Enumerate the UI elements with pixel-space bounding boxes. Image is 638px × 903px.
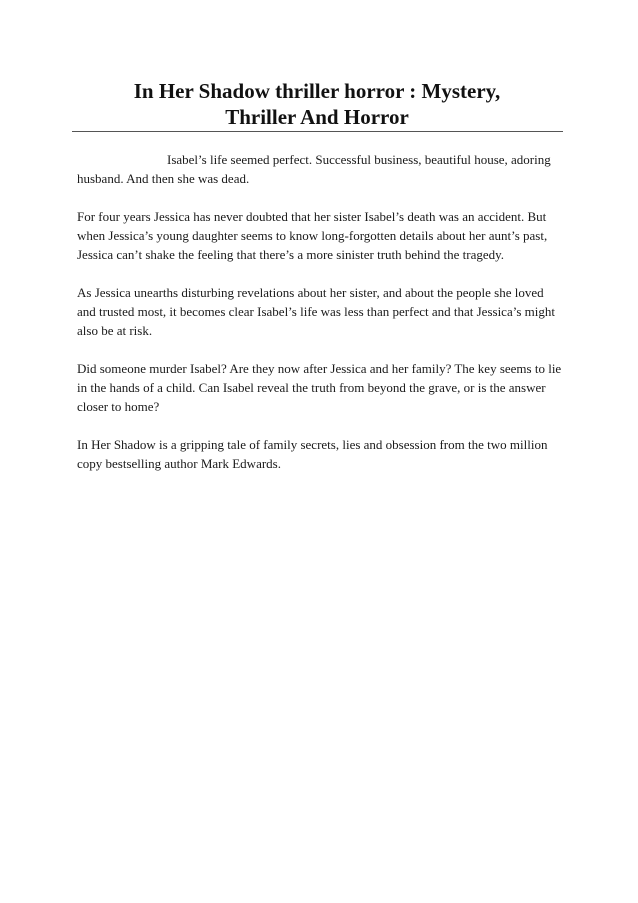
document-body [77, 150, 562, 492]
title-divider [72, 131, 563, 132]
paragraph-1: Isabel’s life seemed perfect. Successful business, beautiful house, adoring husband. And then she was dead. [77, 152, 551, 186]
paragraph-3: As Jessica unearths disturbing revelations about her sister, and about the people she loved and trusted most, it becomes clear Isabel’s life was less than perfect and that Jessica’s might also be at risk. [77, 285, 555, 338]
paragraph-2: For four years Jessica has never doubted that her sister Isabel’s death was an accident. But when Jessica’s young daughter seems to know long-forgotten details about her aunt’s past, Jessica can’t shake the feeling that there’s a more sinister truth behind the tragedy. [77, 209, 548, 262]
title-line-2: Thriller And Horror [225, 105, 409, 129]
title-line-1: In Her Shadow thriller horror : Mystery, [133, 79, 501, 103]
paragraph-4: Did someone murder Isabel? Are they now after Jessica and her family? The key seems to lie in the hands of a child. Can Isabel reveal the truth from beyond the grave, or is the answer closer to home? [77, 361, 562, 414]
paragraph-5: In Her Shadow is a gripping tale of family secrets, lies and obsession from the two million copy bestselling author Mark Edwards. [77, 437, 548, 471]
page-title [72, 78, 562, 130]
